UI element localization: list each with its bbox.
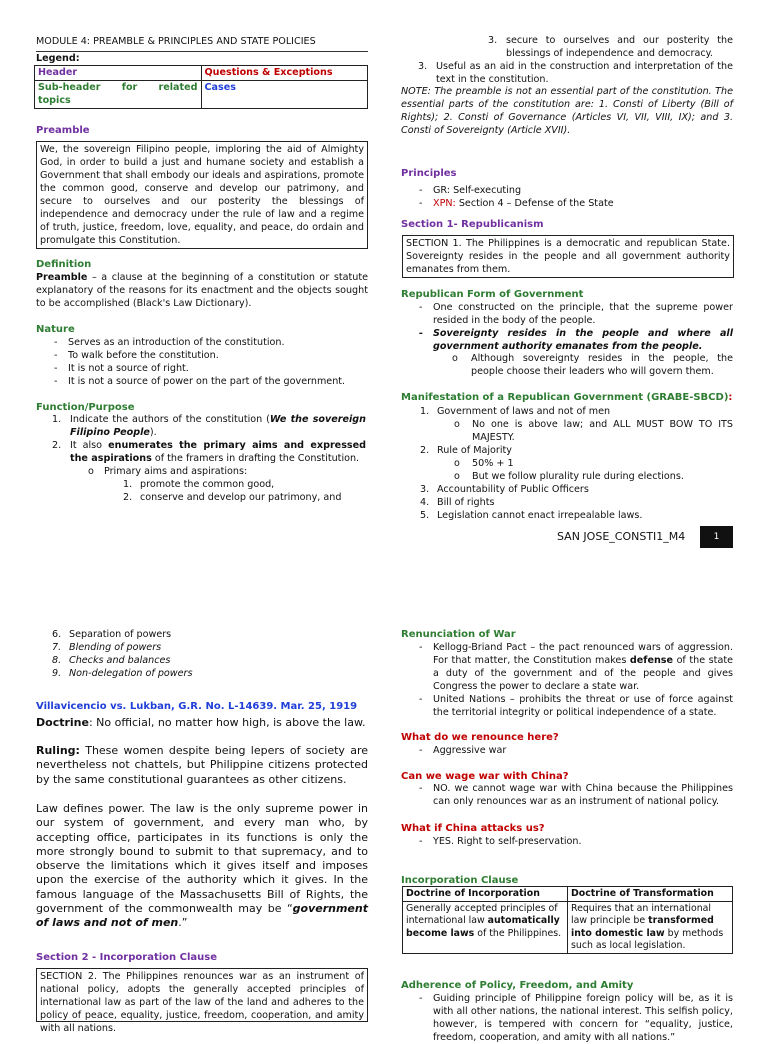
legend-header: Header <box>35 66 202 81</box>
renunciation-list <box>415 641 733 719</box>
function-list <box>52 413 366 465</box>
definition-text: Preamble – a clause at the beginning of a constitution or statute explanatory of the reasons for its enactment and the objects sought to be accomplished (Black's Law Dictionary). <box>36 272 368 310</box>
question-2: Can we wage war with China? <box>401 771 569 782</box>
list-item: - Sovereignty resides in the people and where all government authority emanates from the people. <box>415 327 733 353</box>
doctrine: Doctrine: No official, no matter how high, is above the law. <box>36 716 366 729</box>
answer-3-list <box>415 835 733 848</box>
function-heading: Function/Purpose <box>36 402 135 413</box>
page-title: MODULE 4: PREAMBLE & PRINCIPLES AND STATE POLICIES <box>36 35 368 52</box>
legend-label: Legend: <box>36 53 80 64</box>
republican-heading: Republican Form of Government <box>401 289 584 300</box>
list-item: 1. Government of laws and not of men <box>420 406 611 417</box>
aim-1: 1. promote the common good, <box>123 479 275 490</box>
manifestation-heading: Manifestation of a Republican Government (GRABE-SBCD): <box>401 392 733 403</box>
preamble-heading: Preamble <box>36 125 90 136</box>
list-item: 8. Checks and balances <box>52 655 171 667</box>
aim-3: 3. secure to ourselves and our posterity the blessings of independence and democracy. <box>488 35 733 60</box>
section1-box: SECTION 1. The Philippines is a democratic and republican State. Sovereignty resides in the people and all government authority emanates from them. <box>402 235 734 278</box>
list-item: - Guiding principle of Philippine foreign policy will be, as it is with all other nations, the national interest. This selfish policy, however, is tempered with concern for “equality, justice, freedom, cooperation, and amity with all nations.” <box>415 992 733 1044</box>
list-item: 6. Separation of powers <box>52 629 172 640</box>
section2-box: SECTION 2. The Philippines renounces war as an instrument of national policy, adopts the generally accepted principles of international law as part of the law of the land and adheres to the policy of peace, equality, justice, freedom, cooperation, and amity with all nations. <box>36 968 368 1022</box>
law-paragraph: Law defines power. The law is the only supreme power in our system of government, and every man who, by accepting office, participates in its functions is only the more strongly bound to submit to that supremacy, and to observe the limitations which it gives itself and imposes upon the exercise of the authority which it gives. In the famous language of the Massachusetts Bill of Rights, the government of the commonwealth may be “government of laws and not of men.” <box>36 802 368 930</box>
page-number: 1 <box>700 526 733 548</box>
definition-term: Preamble <box>36 272 88 283</box>
list-item: 7. Blending of powers <box>52 642 162 654</box>
answer-3: - YES. Right to self-preservation. <box>415 835 733 848</box>
ruling: Ruling: These women despite being lepers of society are nevertheless not chattels, but Philippine citizens protected by the same constitutional guarantees as other citizens. <box>36 744 368 786</box>
definition-heading: Definition <box>36 259 92 270</box>
aims-label: o Primary aims and aspirations: <box>88 466 248 477</box>
list-item: 3. Accountability of Public Officers <box>420 484 589 496</box>
function-item-3: 3. Useful as an aid in the construction and interpretation of the text in the constitution. <box>418 61 733 86</box>
legend-cases: Cases <box>201 81 368 109</box>
list-item: 1. Indicate the authors of the constitution (We the sovereign Filipino People). <box>52 414 366 439</box>
list-item: 4. Bill of rights <box>420 497 495 509</box>
incorporation-heading: Incorporation Clause <box>401 875 519 886</box>
list-item: - GR: Self-executing <box>415 184 733 197</box>
nature-list <box>50 336 368 388</box>
list-item: 5. Legislation cannot enact irrepealable laws. <box>420 510 643 522</box>
footer-label: SAN JOSE_CONSTI1_M4 <box>557 530 686 543</box>
table-header: Doctrine of Incorporation <box>403 887 568 902</box>
list-item: - One constructed on the principle, that the supreme power resided in the body of the people. <box>415 301 733 327</box>
legend-questions: Questions & Exceptions <box>201 66 368 81</box>
table-cell: Generally accepted principles of international law automatically become laws of the Philippines. <box>403 902 568 954</box>
preamble-box: We, the sovereign Filipino people, imploring the aid of Almighty God, in order to build a just and humane society and establish a Government that shall embody our ideals and aspirations, promote the common good, conserve and develop our patrimony, and secure to ourselves and our posterity the blessings of independence and democracy under the rule of law and a regime of truth, justice, freedom, love, equality, and peace, do ordain and promulgate this Constitution. <box>36 141 368 249</box>
question-1: What do we renounce here? <box>401 732 559 743</box>
adherence-list <box>415 992 733 1044</box>
republican-sub: o Although sovereignty resides in the people, the people choose their leaders who will govern them. <box>452 353 733 378</box>
case-title: Villavicencio vs. Lukban, G.R. No. L-14639. Mar. 25, 1919 <box>36 701 358 712</box>
nature-heading: Nature <box>36 324 75 335</box>
table-header: Doctrine of Transformation <box>568 887 733 902</box>
legend-table <box>34 65 368 109</box>
list-item: - United Nations – prohibits the threat or use of force against the territorial integrity or political independence of a state. <box>415 693 733 719</box>
manifestation-list <box>420 405 733 522</box>
powers-list <box>52 628 352 680</box>
answer-1: - Aggressive war <box>415 744 733 757</box>
list-item: 9. Non-delegation of powers <box>52 668 193 680</box>
table-cell: Requires that an international law principle be transformed into domestic law by methods such as local legislation. <box>568 902 733 954</box>
question-3: What if China attacks us? <box>401 823 545 834</box>
legend-subheader: Sub-header for related topics <box>35 81 202 109</box>
list-item: o No one is above law; and ALL MUST BOW TO ITS MAJESTY. <box>454 419 733 444</box>
preamble-note: NOTE: The preamble is not an essential part of the constitution. The essential parts of the constitution are: 1. Consti of Liberty (Bill of Rights); 2. Consti of Governance (Articles VI, VII, VIII, IX); and 3. Consti of Sovereignty (Article XVII). <box>401 86 733 137</box>
aim-2: 2. conserve and develop our patrimony, and <box>123 492 342 503</box>
list-item: 2. Rule of Majority <box>420 445 512 457</box>
answer-1-list <box>415 744 733 757</box>
principles-list <box>415 184 733 210</box>
list-item: - Serves as an introduction of the constitution. <box>50 336 368 349</box>
renunciation-heading: Renunciation of War <box>401 629 516 640</box>
list-item: o 50% + 1 <box>454 458 514 470</box>
list-item: - Kellogg-Briand Pact – the pact renounced wars of aggression. For that matter, the Constitution makes defense of the state a duty of the government and of the people and gives Congress the power to declare a state war. <box>415 641 733 693</box>
incorporation-table <box>402 886 733 954</box>
republican-list <box>415 301 733 353</box>
list-item: - It is not a source of right. <box>50 362 368 375</box>
list-item: - It is not a source of power on the part of the government. <box>50 375 368 388</box>
list-item: - XPN: Section 4 – Defense of the State <box>415 197 733 210</box>
section2-heading: Section 2 - Incorporation Clause <box>36 952 217 963</box>
list-item: 2. It also enumerates the primary aims and expressed the aspirations of the framers in drafting the Constitution. <box>52 440 366 465</box>
section1-heading: Section 1- Republicanism <box>401 219 544 230</box>
list-item: o But we follow plurality rule during elections. <box>454 471 684 483</box>
adherence-heading: Adherence of Policy, Freedom, and Amity <box>401 980 634 991</box>
answer-2-list <box>415 782 733 808</box>
list-item: - To walk before the constitution. <box>50 349 368 362</box>
answer-2: - NO. we cannot wage war with China because the Philippines can only renounces war as an instrument of national policy. <box>415 782 733 808</box>
principles-heading: Principles <box>401 168 457 179</box>
